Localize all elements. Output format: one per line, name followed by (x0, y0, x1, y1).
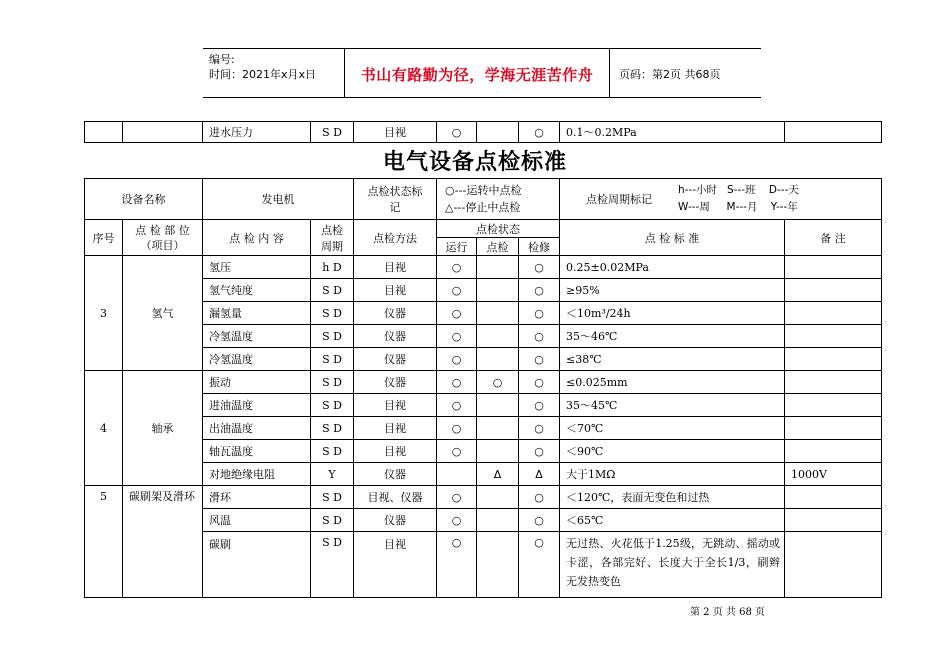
status-legend-running: ○---运转中点检 (445, 184, 522, 197)
row-period: h D (311, 256, 354, 279)
row-content: 风温 (203, 509, 311, 532)
row-standard: ≤38℃ (560, 348, 785, 371)
row-standard: 0.25±0.02MPa (560, 256, 785, 279)
table-row (85, 302, 882, 325)
row-status-repair: ○ (519, 394, 560, 417)
row-remark (785, 348, 882, 371)
row-remark (785, 417, 882, 440)
cycle-mark-label: 点检周期标记 (586, 193, 653, 206)
col-header-repair: 检修 (519, 238, 560, 256)
row-standard: ＜70℃ (560, 417, 785, 440)
table-body (85, 256, 882, 598)
col-header-method: 点检方法 (354, 220, 437, 256)
row-period: S D (311, 532, 354, 598)
equipment-header-row (85, 179, 882, 220)
cell-standard: 0.1～0.2MPa (560, 122, 785, 143)
cell-repair: ○ (519, 122, 560, 143)
cell-check (477, 122, 519, 143)
cell-run: ○ (437, 122, 477, 143)
row-content: 振动 (203, 371, 311, 394)
row-period: S D (311, 417, 354, 440)
row-remark (785, 325, 882, 348)
row-period: S D (311, 486, 354, 509)
table-row (85, 325, 882, 348)
row-standard: 35～46℃ (560, 325, 785, 348)
table-row (85, 440, 882, 463)
row-method: 仪器 (354, 463, 437, 486)
equipment-name-value: 发电机 (203, 179, 354, 220)
header-meta (203, 49, 344, 97)
document-time-label: 时间：2021年x月x日 (209, 68, 317, 81)
table-row (85, 348, 882, 371)
row-method: 目视 (354, 256, 437, 279)
row-status-check (477, 394, 519, 417)
row-content: 进油温度 (203, 394, 311, 417)
row-status-repair: ○ (519, 417, 560, 440)
row-content: 碳刷 (203, 532, 311, 598)
row-status-repair: ○ (519, 371, 560, 394)
row-remark (785, 279, 882, 302)
row-status-check (477, 486, 519, 509)
row-status-repair: Δ (519, 463, 560, 486)
row-status-run (437, 463, 477, 486)
column-header-row-1 (85, 220, 882, 238)
row-method: 目视 (354, 279, 437, 302)
col-header-content: 点 检 内 容 (203, 220, 311, 256)
row-remark (785, 440, 882, 463)
row-period: S D (311, 302, 354, 325)
row-status-repair: ○ (519, 302, 560, 325)
table-row (85, 256, 882, 279)
row-status-repair: ○ (519, 279, 560, 302)
row-status-run: ○ (437, 417, 477, 440)
header-page-cell (609, 49, 761, 97)
col-header-status: 点检状态 (437, 220, 560, 238)
group-part: 轴承 (123, 371, 203, 486)
row-remark (785, 371, 882, 394)
row-status-run: ○ (437, 486, 477, 509)
header-motto: 书山有路勤为径，学海无涯苦作舟 (360, 66, 594, 84)
row-content: 轴瓦温度 (203, 440, 311, 463)
row-standard: ＜90℃ (560, 440, 785, 463)
col-header-remark: 备 注 (785, 220, 882, 256)
row-status-repair: ○ (519, 509, 560, 532)
inspection-standard-table (84, 178, 882, 598)
row-standard: 无过热、火花低于1.25级，无跳动、摇动或卡涩，各部完好、长度大于全长1/3，刷辫无发热变色 (560, 532, 785, 598)
row-remark (785, 509, 882, 532)
row-status-repair: ○ (519, 256, 560, 279)
row-period: S D (311, 509, 354, 532)
col-header-part-main: 点 检 部 位 (135, 223, 190, 237)
row-status-check (477, 509, 519, 532)
cycle-legend-line-1: h---小时 S---班 D---天 (678, 184, 799, 196)
col-header-period: 点检周期 (311, 220, 354, 256)
page-footer: 第 2 页 共 68 页 (690, 607, 765, 618)
row-content: 氢气纯度 (203, 279, 311, 302)
page-header (203, 48, 761, 98)
row-period: S D (311, 348, 354, 371)
row-standard: ≤0.025mm (560, 371, 785, 394)
cell-remark (785, 122, 882, 143)
row-status-check (477, 532, 519, 598)
status-mark-label: 点检状态标记 (354, 179, 437, 220)
table-row (85, 463, 882, 486)
row-standard: ≥95% (560, 279, 785, 302)
table-row (85, 279, 882, 302)
row-remark: 1000V (785, 463, 882, 486)
row-standard: ＜65℃ (560, 509, 785, 532)
row-status-check (477, 348, 519, 371)
table-row (85, 509, 882, 532)
table-row (85, 417, 882, 440)
cell-seq (85, 122, 123, 143)
row-status-run: ○ (437, 440, 477, 463)
group-part: 碳刷架及滑环 (123, 486, 203, 598)
group-part: 氢气 (123, 256, 203, 371)
row-content: 漏氢量 (203, 302, 311, 325)
row-status-check (477, 302, 519, 325)
header-page-label: 页码：第2页 共68页 (619, 68, 721, 81)
col-header-seq: 序号 (85, 220, 123, 256)
row-standard: 35～45℃ (560, 394, 785, 417)
row-remark (785, 486, 882, 509)
row-standard: ＜120℃，表面无变色和过热 (560, 486, 785, 509)
row-period: S D (311, 440, 354, 463)
row-method: 仪器 (354, 371, 437, 394)
row-standard: ＜10m³/24h (560, 302, 785, 325)
col-header-run: 运行 (437, 238, 477, 256)
table-row (85, 371, 882, 394)
row-status-check: ○ (477, 371, 519, 394)
row-period: S D (311, 325, 354, 348)
row-method: 仪器 (354, 325, 437, 348)
cell-period: S D (311, 122, 354, 143)
cell-part (123, 122, 203, 143)
col-header-part (123, 220, 203, 256)
row-status-run: ○ (437, 509, 477, 532)
row-status-run: ○ (437, 279, 477, 302)
status-legend-stopped: △---停止中点检 (445, 201, 521, 214)
group-seq: 4 (85, 371, 123, 486)
row-period: Y (311, 463, 354, 486)
page-title: 电气设备点检标准 (382, 150, 567, 175)
row-remark (785, 302, 882, 325)
row-method: 仪器 (354, 348, 437, 371)
row-method: 目视、仪器 (354, 486, 437, 509)
continuation-row (85, 122, 882, 143)
row-status-repair: ○ (519, 325, 560, 348)
table-row (85, 486, 882, 509)
status-mark-legend (437, 179, 560, 220)
document-number-label: 编号: (209, 53, 235, 66)
cell-method: 目视 (354, 122, 437, 143)
row-status-repair: ○ (519, 486, 560, 509)
row-status-run: ○ (437, 348, 477, 371)
row-status-repair: ○ (519, 532, 560, 598)
row-status-check: Δ (477, 463, 519, 486)
row-status-run: ○ (437, 532, 477, 598)
row-remark (785, 256, 882, 279)
col-header-part-sub: （项目） (140, 238, 185, 252)
col-header-standard: 点 检 标 准 (560, 220, 785, 256)
group-seq: 3 (85, 256, 123, 371)
row-status-check (477, 440, 519, 463)
row-standard: 大于1MΩ (560, 463, 785, 486)
table-row (85, 394, 882, 417)
row-method: 目视 (354, 417, 437, 440)
group-seq: 5 (85, 486, 123, 598)
row-content: 冷氢温度 (203, 348, 311, 371)
cycle-mark-cell (560, 179, 882, 220)
row-period: S D (311, 394, 354, 417)
header-motto-cell (344, 49, 610, 97)
row-method: 目视 (354, 440, 437, 463)
row-status-repair: ○ (519, 440, 560, 463)
row-method: 仪器 (354, 509, 437, 532)
cell-content: 进水压力 (203, 122, 311, 143)
row-content: 滑环 (203, 486, 311, 509)
row-method: 目视 (354, 532, 437, 598)
row-status-run: ○ (437, 256, 477, 279)
row-content: 氢压 (203, 256, 311, 279)
row-status-run: ○ (437, 371, 477, 394)
row-status-check (477, 279, 519, 302)
row-status-run: ○ (437, 394, 477, 417)
col-header-check: 点检 (477, 238, 519, 256)
row-status-run: ○ (437, 325, 477, 348)
row-status-check (477, 256, 519, 279)
row-status-check (477, 325, 519, 348)
row-method: 目视 (354, 394, 437, 417)
row-content: 出油温度 (203, 417, 311, 440)
row-status-run: ○ (437, 302, 477, 325)
continuation-table (84, 121, 882, 143)
row-period: S D (311, 279, 354, 302)
equipment-name-label: 设备名称 (85, 179, 203, 220)
row-content: 对地绝缘电阻 (203, 463, 311, 486)
row-remark (785, 394, 882, 417)
row-method: 仪器 (354, 302, 437, 325)
row-period: S D (311, 371, 354, 394)
row-remark (785, 532, 882, 598)
cycle-legend-line-2: W---周 M---月 Y---年 (678, 201, 798, 213)
row-content: 冷氢温度 (203, 325, 311, 348)
cycle-legend (678, 182, 881, 216)
row-status-repair: ○ (519, 348, 560, 371)
table-row (85, 532, 882, 598)
row-status-check (477, 417, 519, 440)
